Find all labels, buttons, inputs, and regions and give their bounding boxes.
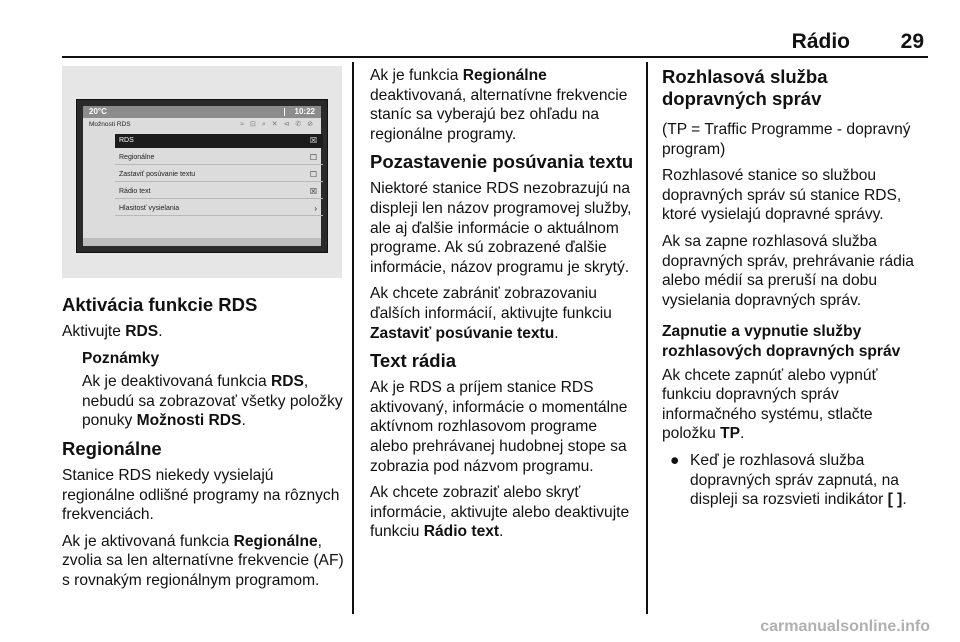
menu-item-stop-scrolling[interactable]	[115, 168, 323, 182]
display-status-bar	[83, 106, 321, 118]
chevron-right-icon: ›	[314, 204, 317, 213]
rds-options-menu	[115, 134, 323, 219]
paragraph: (TP = Traffic Programme - dopravný program)	[662, 121, 911, 158]
column-1	[62, 294, 344, 598]
paragraph: Ak chcete zabrániť zobrazovaniu ďalších informácií, aktivujte funkciu Zastaviť posúvanie textu.	[370, 285, 612, 342]
checkbox-checked-icon: ☒	[309, 136, 317, 145]
bullet-item: ● Keď je rozhlasová služba dopravných správ zapnutá, na displeji sa rozsvieti indikátor [ ].	[670, 451, 907, 509]
paragraph: Stanice RDS niekedy vysielajú regionálne odlišné programy na rôznych frekvenciách.	[62, 466, 340, 524]
heading-regional: Regionálne	[62, 437, 162, 459]
paragraph: Niektoré stanice RDS nezobrazujú na displeji len názov programovej služby, ale aj ďalšie informácie o aktuálnom programe. Ak sú zobrazené ďalšie informácie, názov programu je skrytý.	[370, 180, 632, 276]
temperature-readout: 20°C	[89, 107, 107, 116]
heading-tp-on-off: Zapnutie a vypnutie služby rozhlasových dopravných správ	[662, 323, 901, 360]
clock-readout: 10:22	[294, 107, 315, 116]
display	[83, 106, 321, 246]
column-divider	[646, 62, 648, 614]
header-rule	[62, 56, 928, 58]
menu-item-label: Regionálne	[119, 154, 155, 161]
paragraph: Ak chcete zobraziť alebo skryť informácie, aktivujte alebo deaktivujte funkciu Rádio text.	[370, 484, 630, 541]
checkbox-unchecked-icon: ☐	[309, 153, 317, 162]
paragraph: Ak chcete zapnúť alebo vypnúť funkciu dopravných správ informačného systému, stlačte položku TP.	[662, 366, 878, 443]
paragraph: Ak sa zapne rozhlasová služba dopravných správ, prehrávanie rádia alebo médií sa preruší na dobu vysielania dopravných správ.	[662, 232, 914, 309]
menu-item-label: Hlasitosť vysielania	[119, 205, 180, 212]
paragraph: Ak je RDS a príjem stanice RDS aktivovaný, informácie o momentálne aktívnom rozhlasovom programe alebo prehrávanej hudobnej stope sa zobrazia pod názvom programu.	[370, 379, 628, 475]
column-2	[370, 66, 638, 549]
bullet-icon: ●	[670, 451, 680, 469]
menu-item-label: Rádio text	[119, 188, 151, 195]
status-icons: ≈ ⊡ ⌕ ✕ ⊲ ✆ ⊘	[240, 121, 315, 128]
heading-traffic-programme: Rozhlasová služba dopravných správ	[662, 66, 828, 109]
menu-item-label: RDS	[119, 137, 134, 144]
heading-rds-activation: Aktivácia funkcie RDS	[62, 294, 258, 315]
menu-title: Možnosti RDS	[89, 121, 131, 128]
paragraph: Ak je funkcia Regionálne deaktivovaná, alternatívne frekvencie staníc sa vyberajú bez ohľadu na regionálne programy.	[370, 67, 628, 143]
menu-item-radio-text[interactable]	[115, 185, 323, 199]
infotainment-screenshot	[62, 66, 342, 278]
watermark: carmanualsonline.info	[760, 618, 930, 635]
display-subheader	[83, 119, 321, 130]
paragraph: Rozhlasové stanice so službou dopravných správ sú stanice RDS, ktoré vysielajú dopravné správy.	[662, 167, 902, 224]
menu-item-broadcast-volume[interactable]	[115, 202, 323, 216]
page-number: 29	[900, 30, 924, 53]
heading-stop-scrolling: Pozastavenie posúvania textu	[370, 151, 634, 173]
menu-item-regional[interactable]	[115, 151, 323, 165]
column-divider	[352, 62, 354, 614]
checkbox-unchecked-icon: ☐	[309, 170, 317, 179]
heading-radio-text: Text rádia	[370, 350, 457, 372]
note-title: Poznámky	[82, 349, 160, 367]
menu-item-rds[interactable]	[115, 134, 323, 148]
section-title: Rádio	[791, 30, 850, 53]
checkbox-checked-icon: ☒	[309, 187, 317, 196]
display-frame	[76, 99, 328, 253]
paragraph: Ak je aktivovaná funkcia Regionálne, zvolia sa len alternatívne frekvencie (AF) s rovnakým regionálnym programom.	[62, 532, 344, 589]
display-bottom-bar	[83, 238, 321, 246]
menu-item-label: Zastaviť posúvanie textu	[119, 171, 196, 178]
status-separator	[284, 108, 285, 116]
note-box	[62, 349, 344, 431]
column-3	[662, 66, 926, 517]
note-text: Ak je deaktivovaná funkcia RDS, nebudú sa zobrazovať všetky položky ponuky Možnosti RDS.	[82, 373, 343, 430]
paragraph: Aktivujte RDS.	[62, 323, 163, 340]
